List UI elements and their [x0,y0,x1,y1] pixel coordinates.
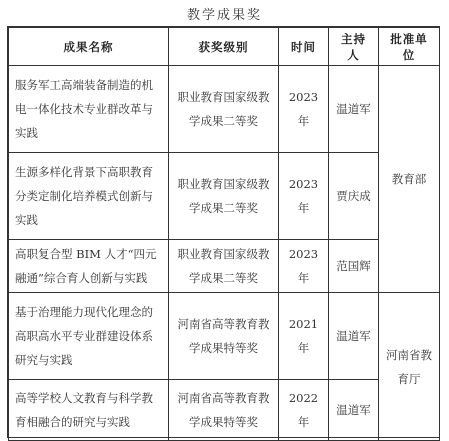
cell-year: 2023 年 [279,153,329,240]
table-header-row [9,28,440,66]
table-row [9,66,440,153]
header-host: 主持人 [329,28,379,66]
header-name: 成果名称 [9,28,169,66]
cell-name: 高职复合型 BIM 人才“四元融通”综合育人创新与实践 [9,240,169,293]
table-row [9,380,440,441]
cell-year: 2023 年 [279,66,329,153]
table-row [9,293,440,380]
cell-level: 河南省高等教育教学成果特等奖 [169,380,279,441]
cell-name: 基于治理能力现代化理念的高职高水平专业群建设体系研究与实践 [9,293,169,380]
cell-name: 服务军工高端装备制造的机电一体化技术专业群改革与实践 [9,66,169,153]
cell-host: 温道军 [329,293,379,380]
cell-level: 职业教育国家级教学成果二等奖 [169,66,279,153]
cell-name: 生源多样化背景下高职教育分类定制化培养模式创新与实践 [9,153,169,240]
cell-year: 2021 年 [279,293,329,380]
cell-name: 高等学校人文教育与科学教育相融合的研究与实践 [9,380,169,441]
header-level: 获奖级别 [169,28,279,66]
cell-unit: 教育部 [379,66,440,293]
table-row [9,240,440,293]
cell-unit: 河南省教育厅 [379,293,440,441]
cell-level: 职业教育国家级教学成果二等奖 [169,240,279,293]
cell-level: 职业教育国家级教学成果二等奖 [169,153,279,240]
cell-host: 温道军 [329,66,379,153]
page-title: 教学成果奖 [186,8,262,23]
cell-year: 2023 年 [279,240,329,293]
header-year: 时间 [279,28,329,66]
achievement-table [8,27,440,441]
cell-year: 2022 年 [279,380,329,441]
table-row [9,153,440,240]
cell-host: 范国辉 [329,240,379,293]
cell-level: 河南省高等教育教学成果特等奖 [169,293,279,380]
header-unit: 批准单位 [379,28,440,66]
cell-host: 贾庆成 [329,153,379,240]
cell-host: 温道军 [329,380,379,441]
